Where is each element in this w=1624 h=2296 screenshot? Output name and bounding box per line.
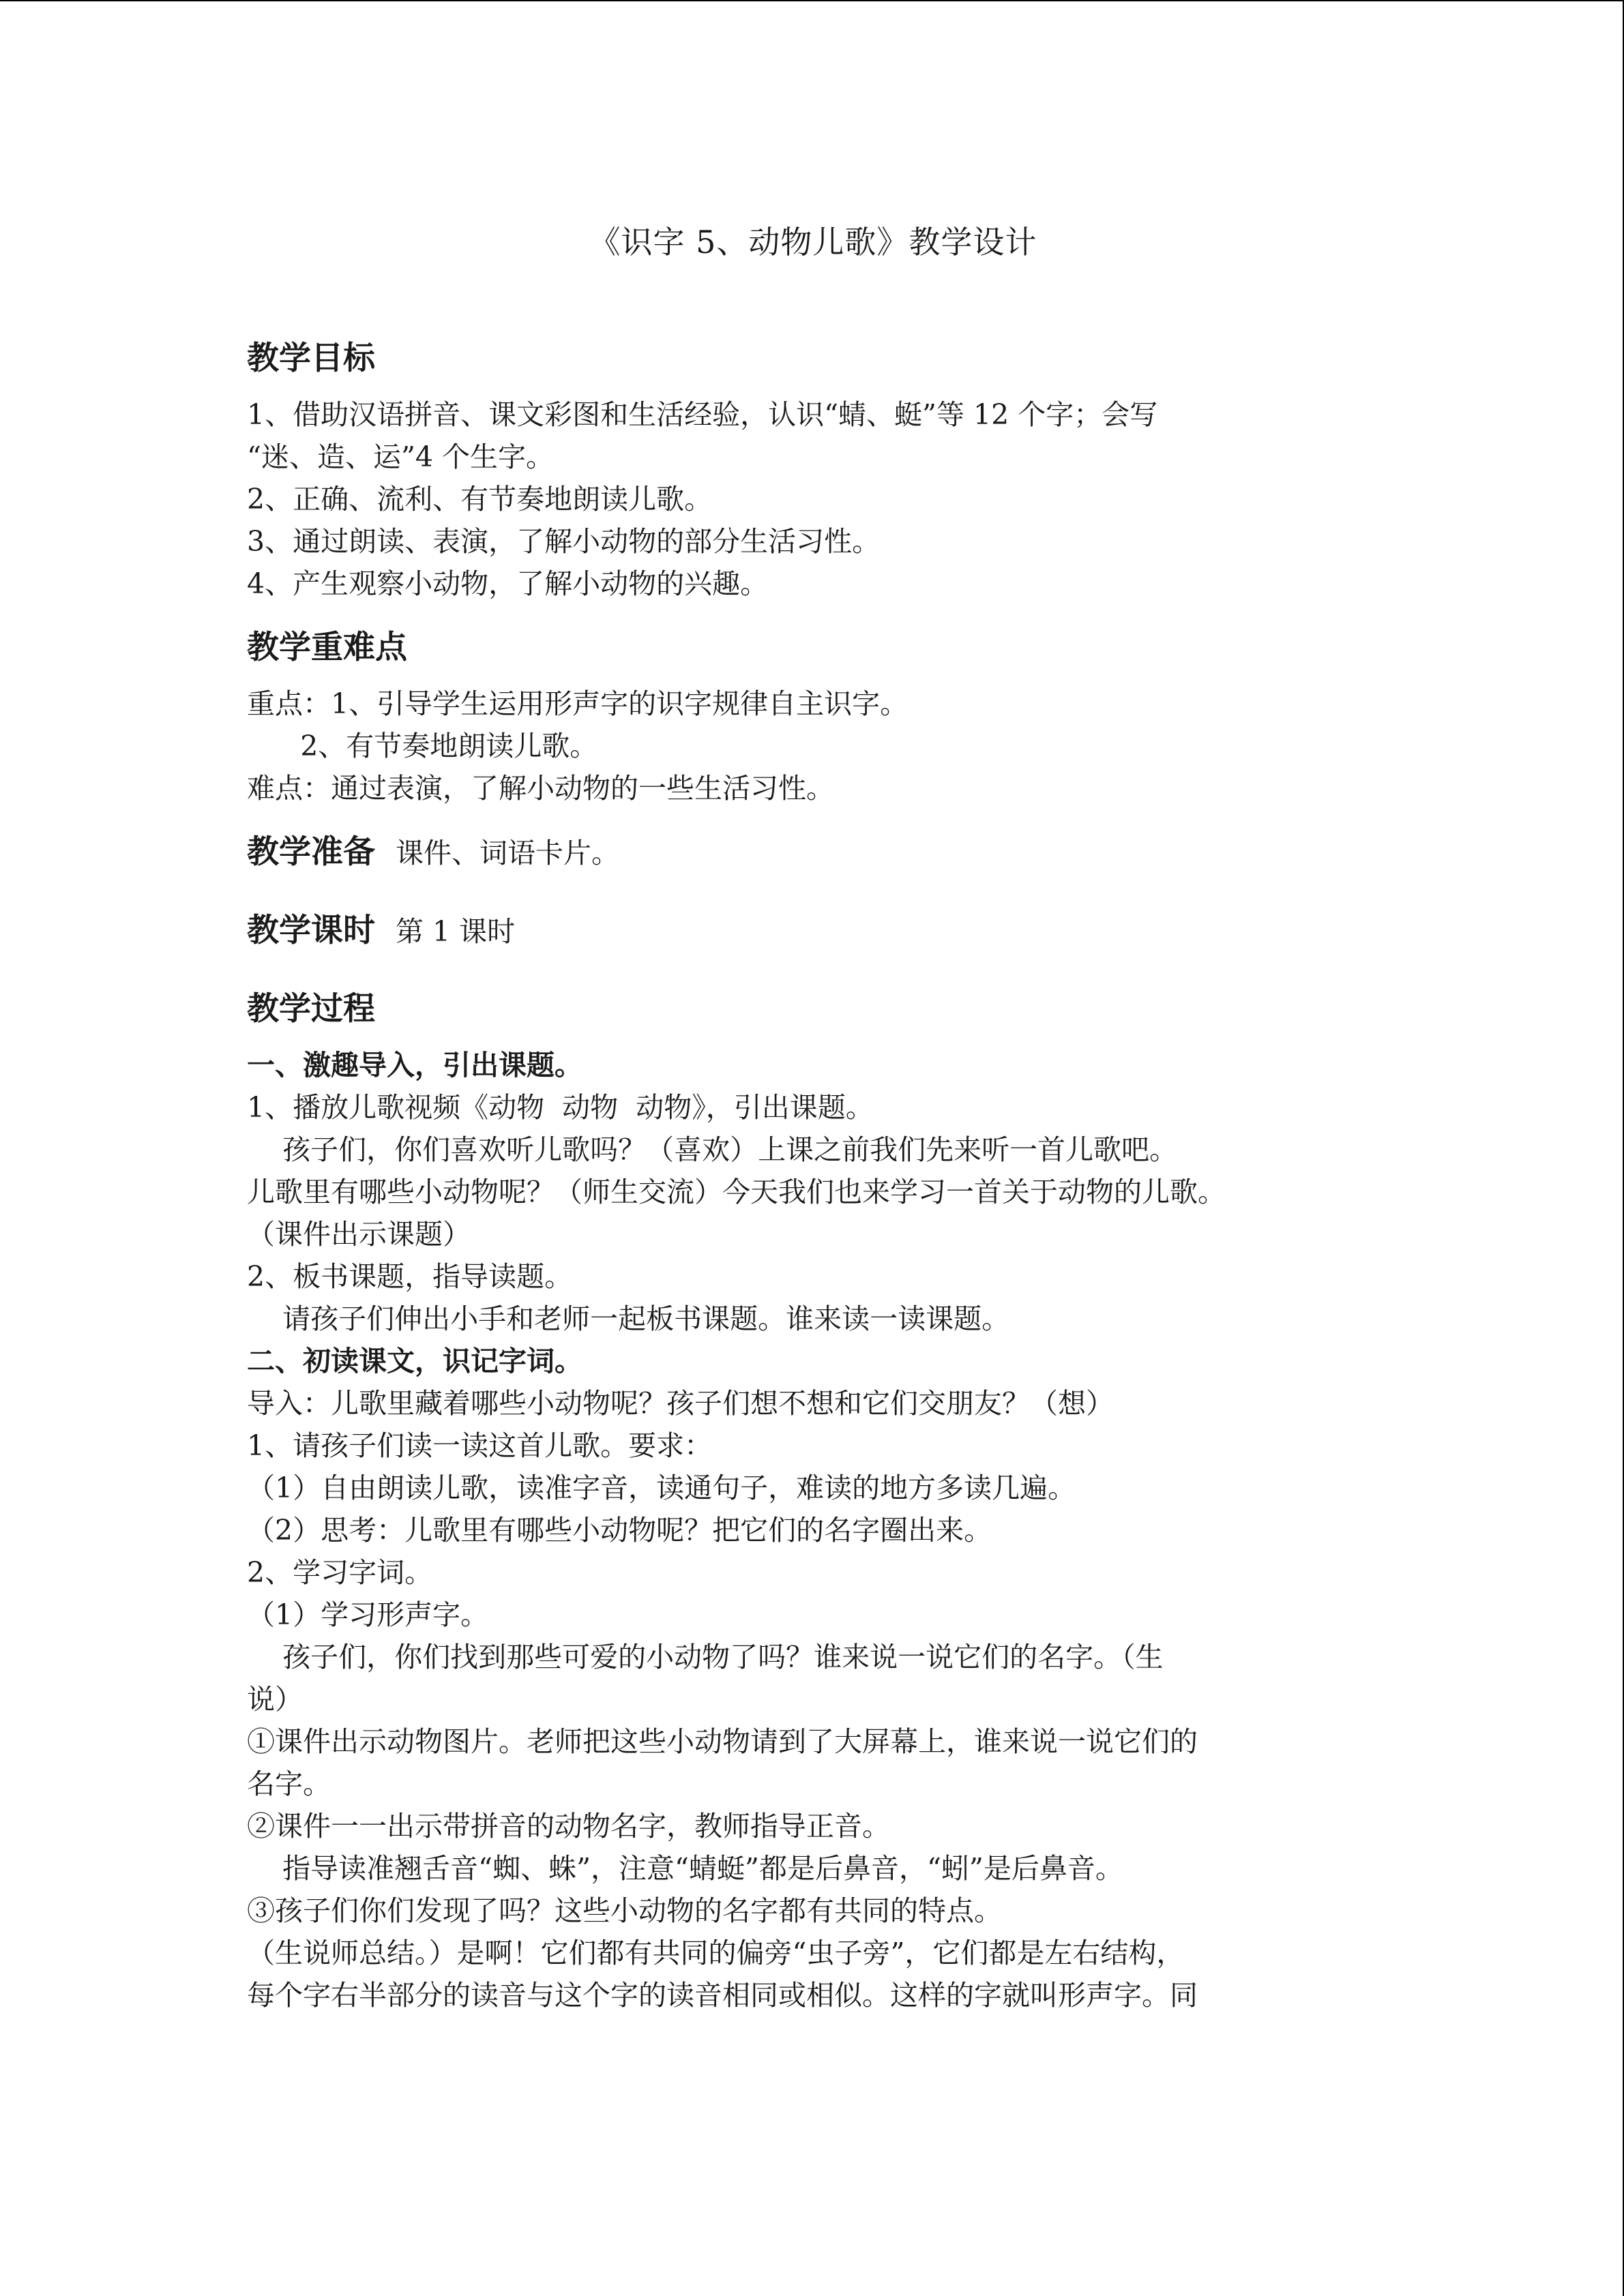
section2-line: 名字。 [247,1768,331,1800]
heading-periods: 教学课时 [247,912,375,949]
section2-line: ②课件一一出示带拼音的动物名字，教师指导正音。 [247,1810,890,1843]
page-border-top [0,0,1624,1]
section2-line: 1、请孩子们读一读这首儿歌。要求： [247,1429,713,1462]
heading-objectives: 教学目标 [247,340,375,377]
preparation-text: 课件、词语卡片。 [396,837,619,869]
periods-text: 第 1 课时 [396,915,516,948]
objective-line: 1、借助汉语拼音、课文彩图和生活经验，认识“蜻、蜓”等 12 个字；会写 [247,398,1158,431]
section2-line: 每个字右半部分的读音与这个字的读音相同或相似。这样的字就叫形声字。同 [247,1979,1198,2012]
heading-key-points: 教学重难点 [247,629,407,666]
section1-line: 孩子们，你们喜欢听儿歌吗？（喜欢）上课之前我们先来听一首儿歌吧。 [247,1133,1178,1166]
periods-row [247,908,1379,954]
section2-line: ①课件出示动物图片。老师把这些小动物请到了大屏幕上，谁来说一说它们的 [247,1725,1198,1758]
preparation-row [247,830,1379,876]
objective-line: 4、产生观察小动物，了解小动物的兴趣。 [247,567,769,600]
section2-line: 指导读准翘舌音“蜘、蛛”，注意“蜻蜓”都是后鼻音，“蚓”是后鼻音。 [247,1852,1123,1885]
section2-line: （1）学习形声字。 [247,1598,489,1631]
heading-process: 教学过程 [247,990,375,1028]
heading-preparation: 教学准备 [247,833,375,871]
objective-line: “迷、造、运”4 个生字。 [247,441,555,473]
section1-line: 儿歌里有哪些小动物呢？（师生交流）今天我们也来学习一首关于动物的儿歌。 [247,1176,1226,1208]
section2-heading: 二、初读课文，识记字词。 [247,1345,582,1377]
section2-line: 导入：儿歌里藏着哪些小动物呢？孩子们想不想和它们交朋友？（想） [247,1387,1114,1420]
key-point-line: 重点：1、引导学生运用形声字的识字规律自主识字。 [247,687,909,720]
section1-body [247,1086,1379,1340]
section2-line: 孩子们，你们找到那些可爱的小动物了吗？谁来说一说它们的名字。（生 [247,1641,1164,1673]
section2-line: （生说师总结。）是啊！它们都有共同的偏旁“虫子旁”，它们都是左右结构， [247,1937,1185,1969]
section1-line: （课件出示课题） [247,1218,471,1251]
section2-line: ③孩子们你们发现了吗？这些小动物的名字都有共同的特点。 [247,1894,1002,1927]
section2-line: 2、学习字词。 [247,1556,433,1589]
document-title: 《识字 5、动物儿歌》教学设计 [589,224,1037,260]
section2-line: （2）思考：儿歌里有哪些小动物呢？把它们的名字圈出来。 [247,1514,992,1547]
key-point-line: 难点：通过表演，了解小动物的一些生活习性。 [247,772,834,805]
section1-line: 1、播放儿歌视频《动物 动物 动物》，引出课题。 [247,1091,874,1124]
section1-heading: 一、激趣导入，引出课题。 [247,1049,582,1082]
key-point-line: 2、有节奏地朗读儿歌。 [247,730,598,762]
section2-line: （1）自由朗读儿歌，读准字音，读通句子，难读的地方多读几遍。 [247,1472,1076,1504]
section1-line: 2、板书课题，指导读题。 [247,1260,573,1293]
key-points-list [247,683,1379,809]
section2-body [247,1382,1379,2016]
objective-line: 3、通过朗读、表演，了解小动物的部分生活习性。 [247,525,881,558]
section2-line: 说） [247,1683,303,1716]
section1-line: 请孩子们伸出小手和老师一起板书课题。谁来读一读课题。 [247,1302,1010,1335]
objectives-list [247,393,1379,605]
document-body [247,208,1379,2016]
objective-line: 2、正确、流利、有节奏地朗读儿歌。 [247,483,713,516]
